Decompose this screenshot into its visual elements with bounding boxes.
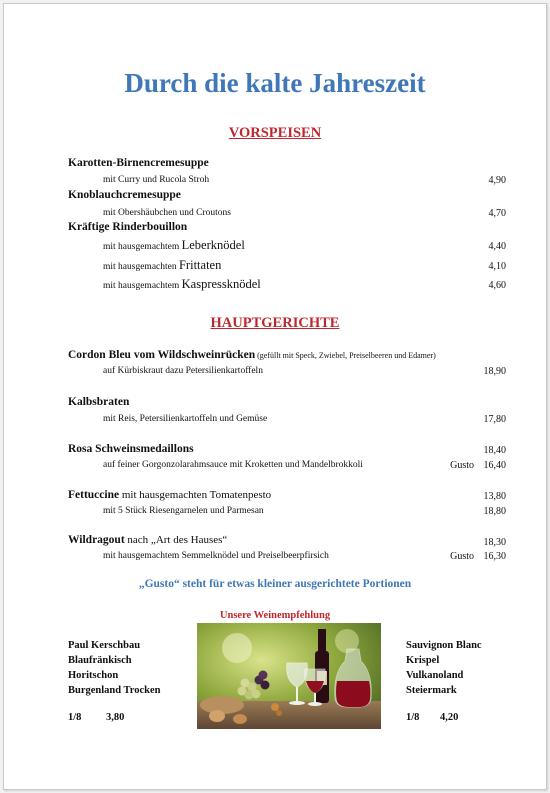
- dish-price: 4,60: [488, 280, 506, 291]
- dish-price: 4,70: [488, 208, 506, 219]
- page-title: Durch die kalte Jahreszeit: [124, 68, 426, 98]
- wine-right-line: Krispel: [406, 655, 440, 666]
- option-item: Leberknödel: [181, 238, 245, 252]
- portion-note: „Gusto“ steht für etwas kleiner ausgerichtete Portionen: [138, 578, 412, 590]
- dish-price: 17,80: [483, 414, 506, 425]
- dish-name: [68, 489, 271, 501]
- wine-right-qty: 1/8: [406, 712, 420, 723]
- wine-left-line: Horitschon: [68, 670, 119, 681]
- dish-title: Cordon Bleu vom Wildschweinrücken: [68, 349, 256, 361]
- dish-title: Fettuccine: [68, 489, 120, 501]
- dish-description: mit Reis, Petersilienkartoffeln und Gemüse: [103, 414, 268, 424]
- dish-name-rest: nach „Art des Hauses“: [124, 534, 228, 546]
- dish-title: Wildragout: [68, 534, 125, 546]
- dish-name: Kräftige Rinderbouillon: [68, 221, 188, 233]
- mains-heading: HAUPTGERICHTE: [210, 315, 340, 331]
- wine-photo: [197, 623, 381, 729]
- dish-option: [103, 238, 245, 253]
- dish-price: 18,40: [483, 445, 506, 456]
- gusto-label: Gusto: [450, 551, 474, 562]
- dish-description: mit 5 Stück Riesengarnelen und Parmesan: [103, 506, 264, 516]
- option-prefix: mit hausgemachtem: [103, 242, 182, 252]
- dish-option: [103, 277, 261, 292]
- wine-left-line: Burgenland Trocken: [68, 685, 161, 696]
- gusto-label: Gusto: [450, 460, 474, 471]
- dish-name: Knoblauchcremesuppe: [68, 189, 181, 201]
- option-prefix: mit hausgemachtem: [103, 281, 182, 291]
- dish-description: mit Obershäubchen und Croutons: [103, 208, 231, 218]
- dish-price: 13,80: [483, 491, 506, 502]
- option-prefix: mit hausgemachten: [103, 262, 179, 272]
- option-item: Frittaten: [178, 258, 222, 272]
- dish-name: [68, 349, 436, 361]
- wine-left-qty: 1/8: [68, 712, 82, 723]
- wine-left-price: 3,80: [106, 712, 125, 723]
- wine-right-line: Sauvignon Blanc: [406, 640, 482, 651]
- starters-heading: VORSPEISEN: [228, 125, 322, 141]
- dish-name: Karotten-Birnencremesuppe: [68, 157, 209, 169]
- gusto-price: 16,40: [483, 460, 506, 471]
- dish-price: 18,90: [483, 366, 506, 377]
- dish-description: auf Kürbiskraut dazu Petersilienkartoffeln: [103, 366, 263, 376]
- dish-note: (gefüllt mit Speck, Zwiebel, Preiselbeeren und Edamer): [255, 351, 436, 360]
- gusto-price: 16,30: [483, 551, 506, 562]
- dish-price: 4,90: [488, 175, 506, 186]
- dish-name: [68, 534, 227, 546]
- wine-right-line: Vulkanoland: [406, 670, 464, 681]
- wine-right-price: 4,20: [440, 712, 459, 723]
- dish-name-rest: mit hausgemachten Tomatenpesto: [119, 489, 272, 501]
- wine-left-line: Paul Kerschbau: [68, 640, 141, 651]
- dish-description: auf feiner Gorgonzolarahmsauce mit Kroketten und Mandelbrokkoli: [103, 460, 363, 470]
- menu-page: [3, 3, 547, 790]
- dish-name: Kalbsbraten: [68, 396, 130, 408]
- dish-price: 18,80: [483, 506, 506, 517]
- option-item: Kaspressknödel: [181, 277, 261, 291]
- wine-right-line: Steiermark: [406, 685, 457, 696]
- dish-price: 18,30: [483, 537, 506, 548]
- dish-name: Rosa Schweinsmedaillons: [68, 443, 194, 455]
- dish-price: 4,40: [488, 241, 506, 252]
- dish-description: mit Curry und Rucola Stroh: [103, 175, 210, 185]
- wine-left-line: Blaufränkisch: [68, 655, 132, 666]
- dish-option: [103, 258, 221, 273]
- wine-heading: Unsere Weinempfehlung: [219, 610, 331, 621]
- dish-description: mit hausgemachtem Semmelknödel und Preiselbeerpfirsich: [103, 551, 329, 561]
- dish-price: 4,10: [488, 261, 506, 272]
